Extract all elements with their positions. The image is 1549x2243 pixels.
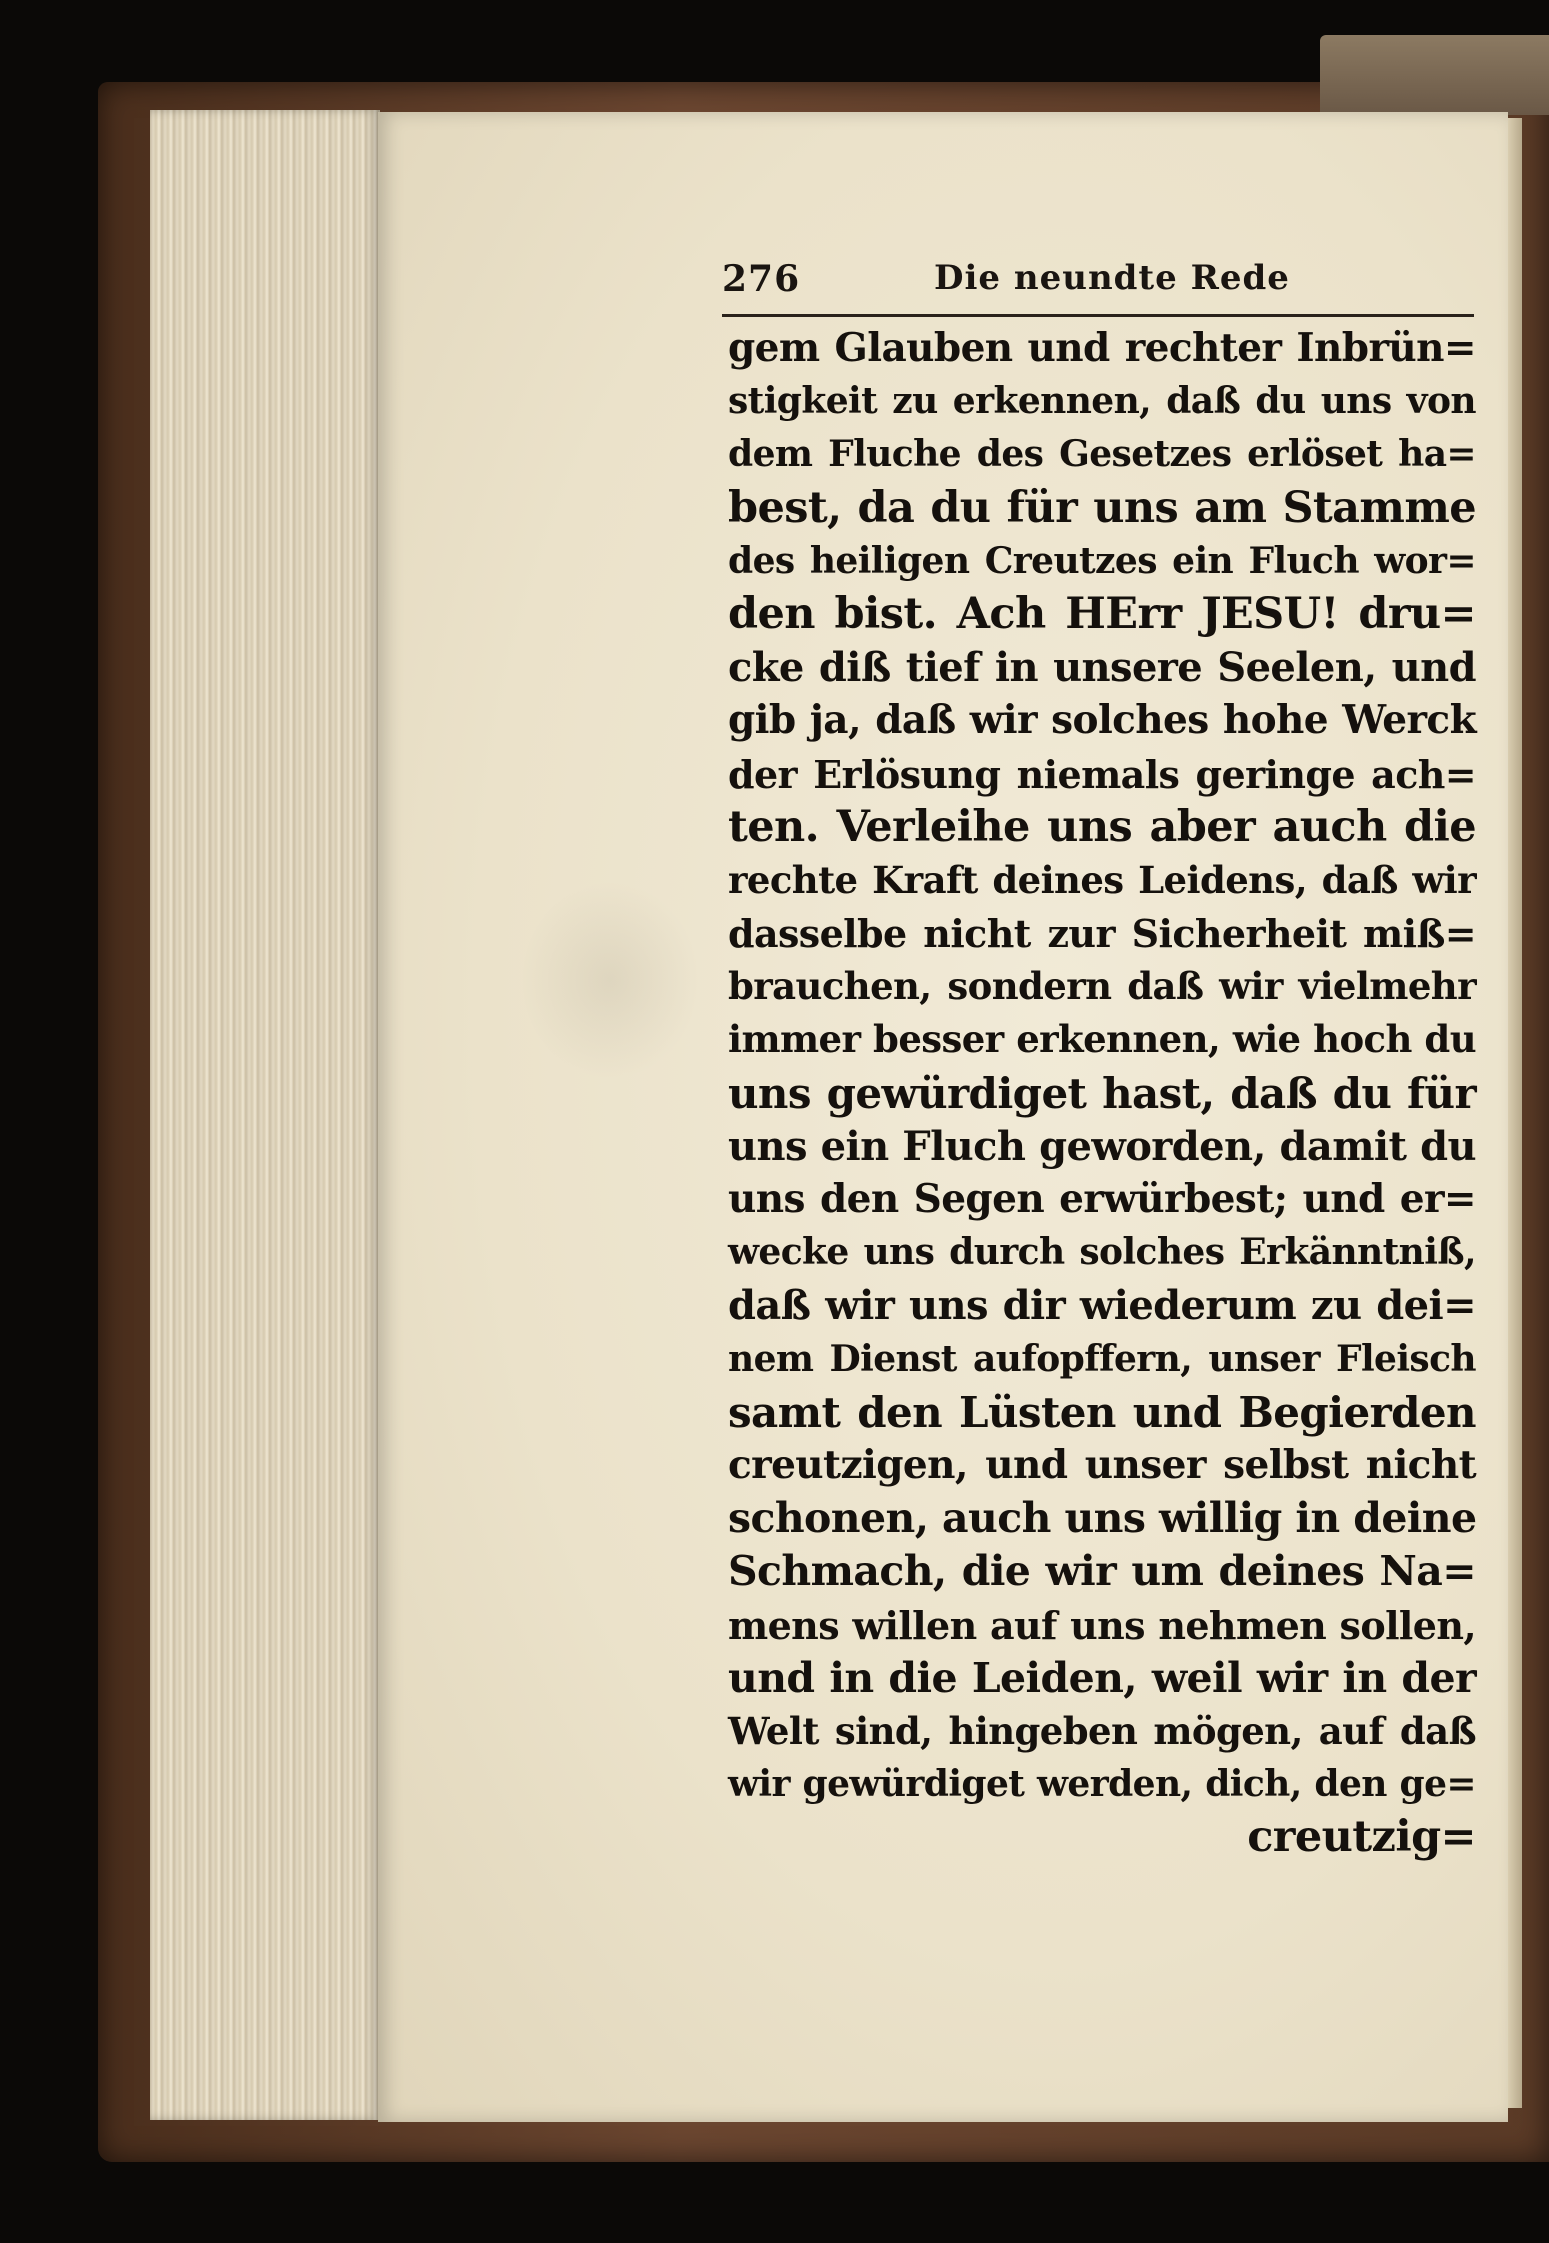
text-line: ten. Verleihe uns aber auch die xyxy=(728,801,1476,852)
text-line: Schmach, die wir um deines Na= xyxy=(728,1547,1476,1596)
text-line: best, da du für uns am Stamme xyxy=(728,482,1476,533)
text-line: rechte Kraft deines Leidens, daß wir xyxy=(728,857,1476,902)
page-edges xyxy=(150,110,380,2120)
text-line: uns ein Fluch geworden, damit du xyxy=(728,1122,1476,1170)
show-through-stain xyxy=(520,880,700,1080)
text-line: des heiligen Creutzes ein Fluch wor= xyxy=(728,539,1476,582)
text-line: immer besser erkennen, wie hoch du xyxy=(728,1017,1476,1062)
running-title: Die neundte Rede xyxy=(934,258,1290,298)
text-line: nem Dienst aufopffern, unser Fleisch xyxy=(728,1337,1476,1380)
text-line: cke diß tief in unsere Seelen, und xyxy=(728,644,1476,692)
text-line: gib ja, daß wir solches hohe Werck xyxy=(728,697,1476,744)
text-line: brauchen, sondern daß wir vielmehr xyxy=(728,964,1476,1009)
text-line: mens willen auf uns nehmen sollen, xyxy=(728,1602,1476,1648)
text-line: dem Fluche des Gesetzes erlöset ha= xyxy=(728,433,1476,476)
text-line: schonen, auch uns willig in deine xyxy=(728,1494,1477,1543)
header-rule xyxy=(722,314,1474,317)
text-line: uns gewürdiget hast, daß du für xyxy=(728,1068,1476,1118)
catchword: creutzig= xyxy=(1247,1812,1476,1863)
page-gutter-edge xyxy=(1508,118,1522,2108)
text-line: uns den Segen erwürbest; und er= xyxy=(728,1176,1476,1222)
text-line: wecke uns durch solches Erkänntniß, xyxy=(728,1231,1476,1274)
body-text xyxy=(728,322,1476,1864)
text-line: den bist. Ach HErr JESU! dru= xyxy=(728,588,1476,639)
page-number: 276 xyxy=(722,258,801,300)
page-header xyxy=(722,258,1472,318)
text-line: wir gewürdiget werden, dich, den ge= xyxy=(728,1763,1476,1806)
text-line: creutzigen, und unser selbst nicht xyxy=(728,1441,1476,1488)
book-spine-tab xyxy=(1320,35,1549,115)
text-line: samt den Lüsten und Begierden xyxy=(728,1387,1476,1437)
text-line: daß wir uns dir wiederum zu dei= xyxy=(728,1282,1476,1330)
text-line: und in die Leiden, weil wir in der xyxy=(728,1653,1476,1702)
text-line: Welt sind, hingeben mögen, auf daß xyxy=(728,1708,1476,1753)
text-line: stigkeit zu erkennen, daß du uns von xyxy=(728,380,1476,423)
text-line: der Erlösung niemals geringe ach= xyxy=(728,751,1476,797)
text-line: gem Glauben und rechter Inbrün= xyxy=(728,325,1476,371)
text-line: dasselbe nicht zur Sicherheit miß= xyxy=(728,911,1476,957)
